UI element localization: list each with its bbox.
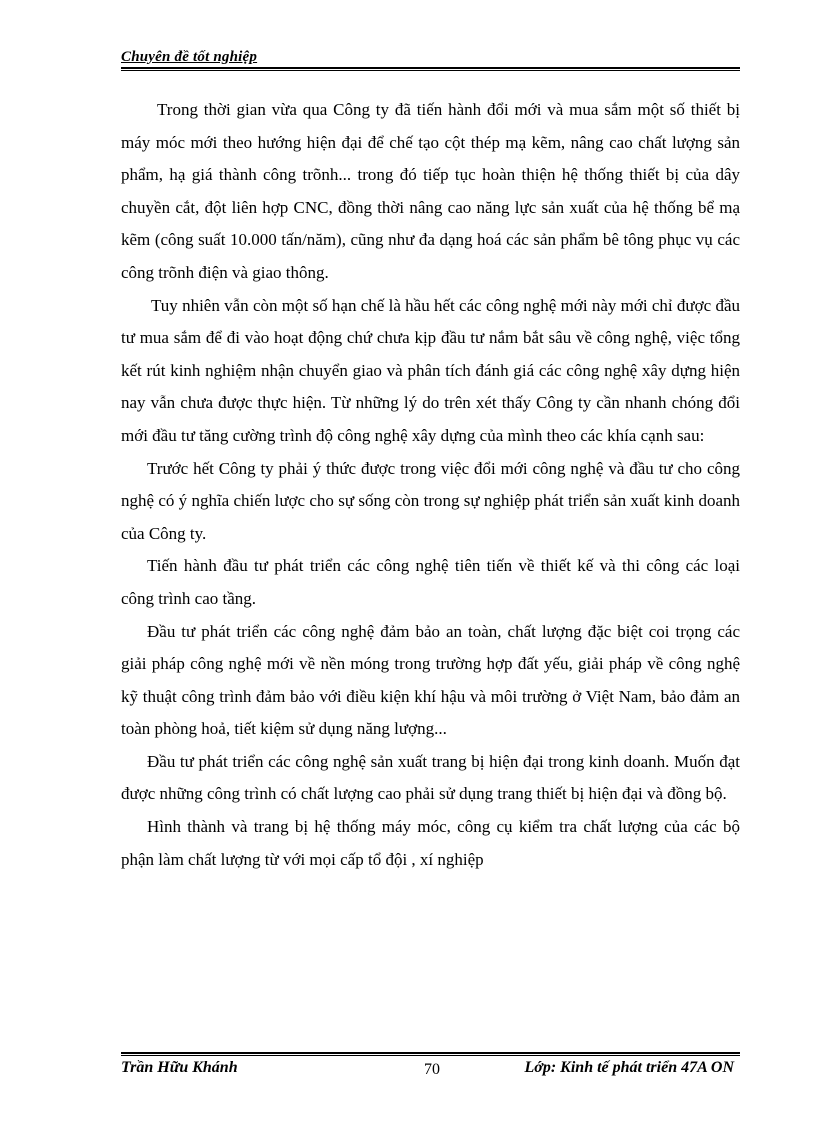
footer-class: Lớp: Kinh tế phát triển 47A ON: [524, 1059, 734, 1076]
header-title: Chuyên đề tốt nghiệp: [121, 49, 258, 65]
paragraph: Tuy nhiên vẫn còn một số hạn chế là hầu hết các công nghệ mới này mới chỉ được đầu tư mua sắm để đi vào hoạt động chứ chưa kịp đầu tư nắm bắt sâu về công nghệ, việc tổng kết rút kinh nghiệm nhận chuyển giao và phân tích đánh giá các công nghệ xây dựng hiện nay vẫn chưa được thực hiện. Từ những lý do trên xét thấy Công ty cần nhanh chóng đổi mới đầu tư tăng cường trình độ công nghệ xây dựng của mình theo các khía cạnh sau:: [121, 295, 740, 445]
paragraph: Trước hết Công ty phải ý thức được trong việc đổi mới công nghệ và đầu tư cho công nghệ có ý nghĩa chiến lược cho sự sống còn trong sự nghiệp phát triển sản xuất kinh doanh của Công ty.: [121, 458, 740, 543]
paragraph: Đầu tư phát triển các công nghệ sản xuất trang bị hiện đại trong kinh doanh. Muốn đạt được những công trình có chất lượng cao phải sử dụng trang thiết bị hiện đại và đồng bộ.: [121, 751, 740, 804]
page-header: [121, 49, 740, 69]
paragraph: Hình thành và trang bị hệ thống máy móc, công cụ kiểm tra chất lượng của các bộ phận làm chất lượng từ với mọi cấp tổ đội , xí nghiệp: [121, 817, 740, 869]
paragraph: Trong thời gian vừa qua Công ty đã tiến hành đổi mới và mua sắm một số thiết bị máy móc mới theo hướng hiện đại để chế tạo cột thép mạ kẽm, nâng cao chất lượng sản phẩm, hạ giá thành công trõnh... trong đó tiếp tục hoàn thiện hệ thống thiết bị của dây chuyền cắt, đột liên hợp CNC, đồng thời nâng cao năng lực sản xuất của hệ thống bể mạ kẽm (công suất 10.000 tấn/năm), cũng như đa dạng hoá các sản phẩm bê tông phục vụ các công trõnh điện và giao thông.: [121, 100, 740, 282]
document-body: [121, 94, 740, 876]
footer-author: Trần Hữu Khánh: [121, 1059, 238, 1076]
header-rule-thin: [121, 70, 740, 71]
footer-rule-thin: [121, 1055, 740, 1056]
paragraph: Đầu tư phát triển các công nghệ đảm bảo an toàn, chất lượng đặc biệt coi trọng các giải pháp công nghệ mới về nền móng trong trường hợp đất yếu, giải pháp về công nghệ kỹ thuật công trình đảm bảo với điều kiện khí hậu và môi trường ở Việt Nam, bảo đảm an toàn phòng hoả, tiết kiệm sử dụng năng lượng...: [121, 621, 740, 739]
page-number: 70: [424, 1061, 440, 1078]
page-footer: [121, 1052, 740, 1082]
header-rule: [121, 67, 740, 69]
paragraph: Tiến hành đầu tư phát triển các công nghệ tiên tiến về thiết kế và thi công các loại công trình cao tầng.: [121, 556, 740, 608]
footer-rule: [121, 1052, 740, 1054]
